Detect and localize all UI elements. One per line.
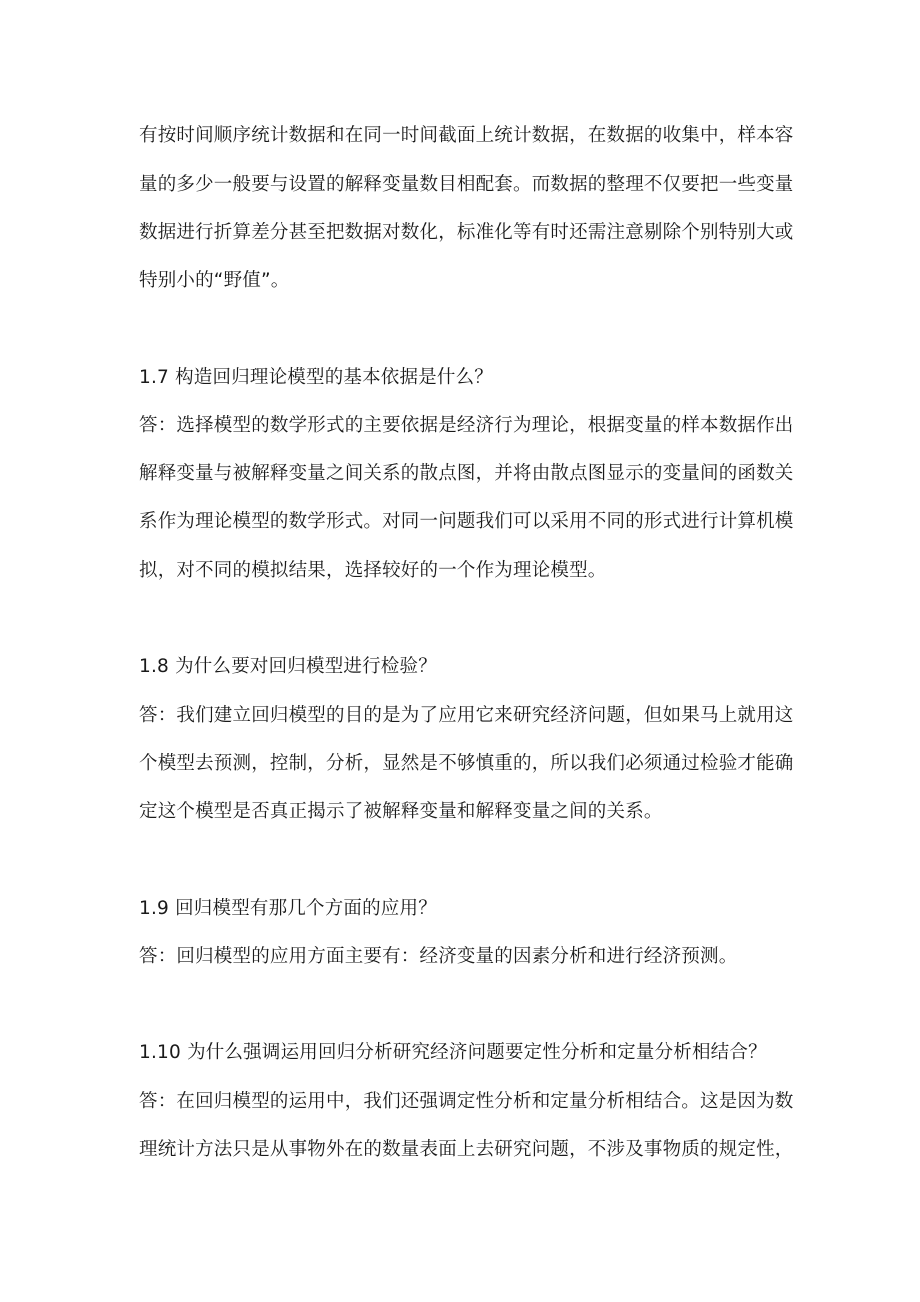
answer-1-8-line-2: 个模型去预测，控制，分析，显然是不够慎重的，所以我们必须通过检验才能确 bbox=[139, 753, 794, 774]
answer-1-7-line-3: 系作为理论模型的数学形式。对同一问题我们可以采用不同的形式进行计算机模 bbox=[139, 511, 794, 532]
answer-1-8-line-1: 答：我们建立回归模型的目的是为了应用它来研究经济问题，但如果马上就用这 bbox=[139, 705, 794, 726]
intro-line-3: 数据进行折算差分甚至把数据对数化，标准化等有时还需注意剔除个别特别大或 bbox=[139, 222, 794, 243]
question-1-10: 1.10 为什么强调运用回归分析研究经济问题要定性分析和定量分析相结合？ bbox=[139, 1042, 767, 1063]
answer-1-10-line-1: 答：在回归模型的运用中，我们还强调定性分析和定量分析相结合。这是因为数 bbox=[139, 1091, 794, 1112]
answer-1-8-line-3: 定这个模型是否真正揭示了被解释变量和解释变量之间的关系。 bbox=[139, 801, 663, 822]
answer-1-7-line-2: 解释变量与被解释变量之间关系的散点图，并将由散点图显示的变量间的函数关 bbox=[139, 463, 794, 484]
answer-1-9-line-1: 答：回归模型的应用方面主要有：经济变量的因素分析和进行经济预测。 bbox=[139, 946, 738, 967]
question-1-8: 1.8 为什么要对回归模型进行检验？ bbox=[139, 656, 437, 677]
answer-1-7-line-1: 答：选择模型的数学形式的主要依据是经济行为理论，根据变量的样本数据作出 bbox=[139, 415, 794, 436]
intro-line-2: 量的多少一般要与设置的解释变量数目相配套。而数据的整理不仅要把一些变量 bbox=[139, 174, 794, 195]
answer-1-10-line-2: 理统计方法只是从事物外在的数量表面上去研究问题，不涉及事物质的规定性， bbox=[139, 1139, 794, 1160]
answer-1-7-line-4: 拟，对不同的模拟结果，选择较好的一个作为理论模型。 bbox=[139, 560, 607, 581]
question-1-9: 1.9 回归模型有那几个方面的应用？ bbox=[139, 898, 437, 919]
intro-line-4: 特别小的“野值”。 bbox=[139, 270, 290, 291]
intro-line-1: 有按时间顺序统计数据和在同一时间截面上统计数据，在数据的收集中，样本容 bbox=[139, 125, 794, 146]
question-1-7: 1.7 构造回归理论模型的基本依据是什么？ bbox=[139, 367, 494, 388]
